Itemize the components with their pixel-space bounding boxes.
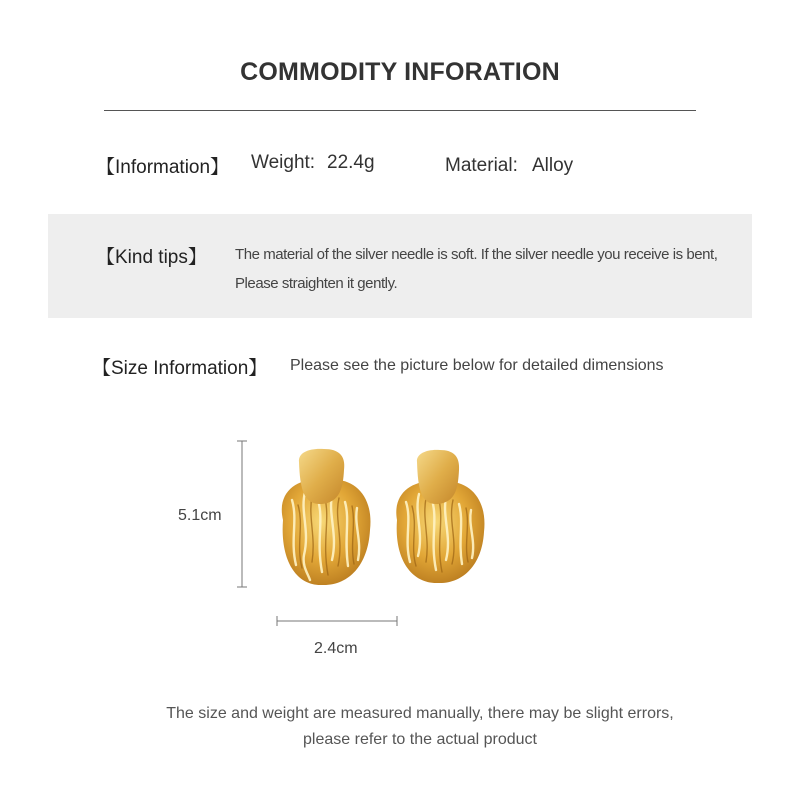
earring-left [282, 449, 371, 585]
size-information-note: Please see the picture below for detailed dimensions [290, 357, 664, 374]
weight-label: Weight: [251, 152, 316, 173]
disclaimer-line-2: please refer to the actual product [303, 731, 537, 748]
disclaimer-line-1: The size and weight are measured manually, there may be slight errors, [166, 705, 674, 722]
page-title: COMMODITY INFORATION [240, 58, 560, 86]
kind-tips-label: 【Kind tips】 [96, 247, 207, 268]
title-divider [104, 110, 696, 111]
kind-tips-text-line-1: The material of the silver needle is soft. If the silver needle you receive is bent, [235, 246, 718, 263]
information-label: 【Information】 [96, 157, 230, 178]
height-dimension-label: 5.1cm [178, 507, 222, 524]
width-dimension-label: 2.4cm [314, 640, 358, 657]
size-information-label: 【Size Information】 [92, 358, 268, 379]
material-label: Material: [445, 155, 518, 176]
width-dimension-line [277, 616, 397, 626]
kind-tips-text-line-2: Please straighten it gently. [235, 275, 398, 292]
height-dimension-line [237, 441, 247, 587]
material-value: Alloy [532, 155, 574, 176]
earring-right [396, 450, 484, 583]
weight-value: 22.4g [327, 152, 375, 173]
